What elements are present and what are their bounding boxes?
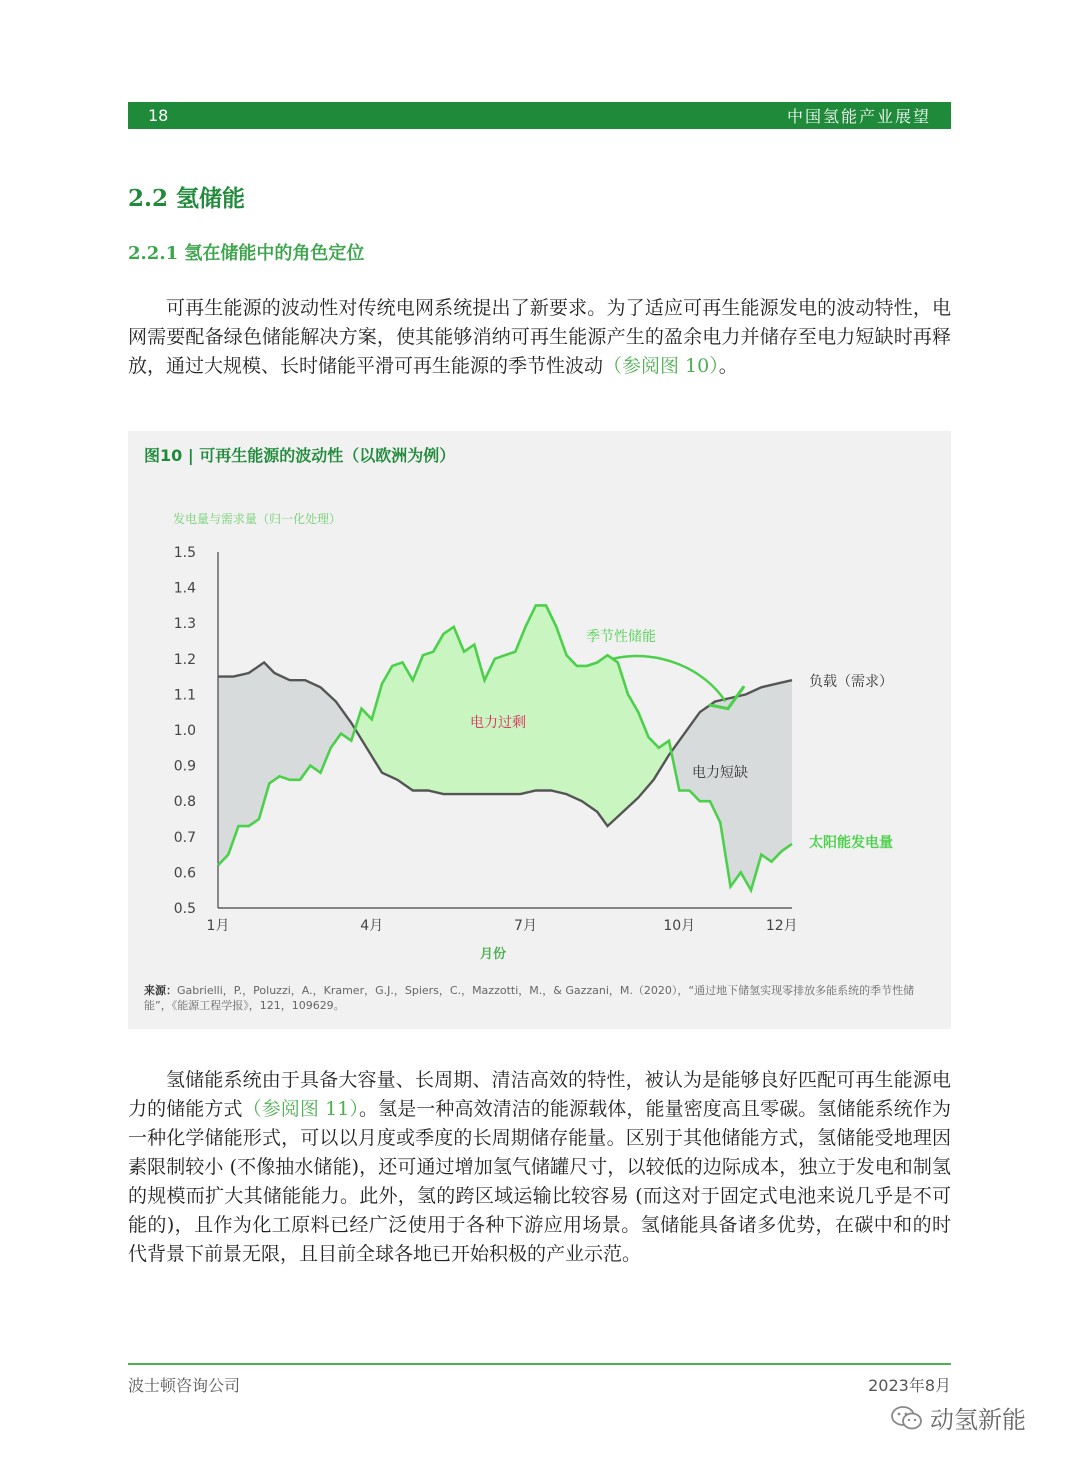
chart-svg [128,431,951,1029]
y-tick-label: 1.4 [173,580,196,597]
paragraph-2 [128,1066,951,1269]
source-label: 来源： [144,984,177,997]
annotation-seasonal-storage: 季节性储能 [586,629,656,645]
paragraph-2-text-b: 。氢是一种高效清洁的能源载体，能量密度高且零碳。氢储能系统作为一种化学储能形式，可以以月度或季度的长周期储存能量。区别于其他储能方式，氢储能受地理因素限制较小 (不像抽水储能)，还可通过增加氢气储罐尺寸，以较低的边际成本，独立于发电和制氢的规模而扩大其储能能力。此外，氢的跨区域运输比较容易 (而这对于固定式电池来说几乎是不可能的)，且作为化工原料已经广泛使用于各种下游应用场景。氢储能具备诸多优势，在碳中和的时代背景下前景无限，且目前全球各地已开始积极的产业示范。 [128,1098,951,1265]
shortage-area-0 [218,663,355,866]
y-tick-label: 1.1 [173,687,196,704]
figure-source [144,983,934,1013]
figure-title: 图10 | 可再生能源的波动性（以欧洲为例） [144,446,456,465]
y-axis-label: 发电量与需求量（归一化处理） [173,512,342,526]
watermark-text: 动氢新能 [930,1406,1026,1434]
y-tick-label: 0.5 [173,901,196,917]
figure-10 [128,431,951,1029]
y-tick-label: 1.3 [173,616,196,633]
y-tick-label: 1.0 [173,723,196,739]
page-number: 18 [148,106,169,125]
subsection-heading: 2.2.1 氢在储能中的角色定位 [128,243,365,264]
annotation-solar: 太阳能发电量 [809,835,893,851]
x-tick-label: 4月 [360,918,384,934]
footer-company: 波士顿咨询公司 [128,1376,241,1395]
annotation-shortage: 电力短缺 [692,765,748,781]
footer-date: 2023年8月 [868,1376,951,1395]
paragraph-1-text: 可再生能源的波动性对传统电网系统提出了新要求。为了适应可再生能源发电的波动特性，电网需要配备绿色储能解决方案，使其能够消纳可再生能源产生的盈余电力并储存至电力短缺时再释放，通过大规模、长时储能平滑可再生能源的季节性波动 [128,297,951,377]
figure-10-reference-link[interactable]: （参阅图 10） [603,355,719,377]
footer-divider [128,1363,951,1365]
source-text: Gabrielli，P.，Poluzzi，A.，Kramer，G.J.，Spiers，C.，Mazzotti，M.，& Gazzani，M.（2020），“通过地下储氢实现零排放多能系统的季节性储能”，《能源工程学报》，121，109629。 [144,984,915,1012]
x-tick-label: 10月 [663,918,696,934]
y-tick-label: 0.7 [173,829,196,846]
paragraph-1-end: 。 [718,355,738,377]
wechat-icon [890,1404,924,1432]
y-tick-label: 0.8 [173,794,196,811]
section-heading: 2.2 氢储能 [128,185,246,212]
y-tick-label: 1.2 [173,651,196,668]
x-tick-label: 7月 [514,918,537,934]
y-tick-label: 0.6 [173,865,196,882]
x-tick-label: 12月 [765,918,798,934]
header-bar [128,102,951,129]
annotation-load: 负载（需求） [809,674,893,690]
x-tick-label: 1月 [206,918,230,934]
annotation-surplus: 电力过剩 [470,715,526,731]
paragraph-2-text-a: 氢储能系统由于具备大容量、长周期、清洁高效的特性，被认为是能够良好匹配可再生能源电力的储能方式 [128,1069,951,1120]
y-tick-label: 0.9 [173,758,196,775]
watermark [890,1400,1026,1435]
x-axis-label: 月份 [479,947,507,962]
report-title: 中国氢能产业展望 [786,107,931,126]
paragraph-1 [128,294,951,381]
figure-11-reference-link[interactable]: （参阅图 11） [242,1098,360,1120]
y-tick-label: 1.5 [173,545,196,561]
